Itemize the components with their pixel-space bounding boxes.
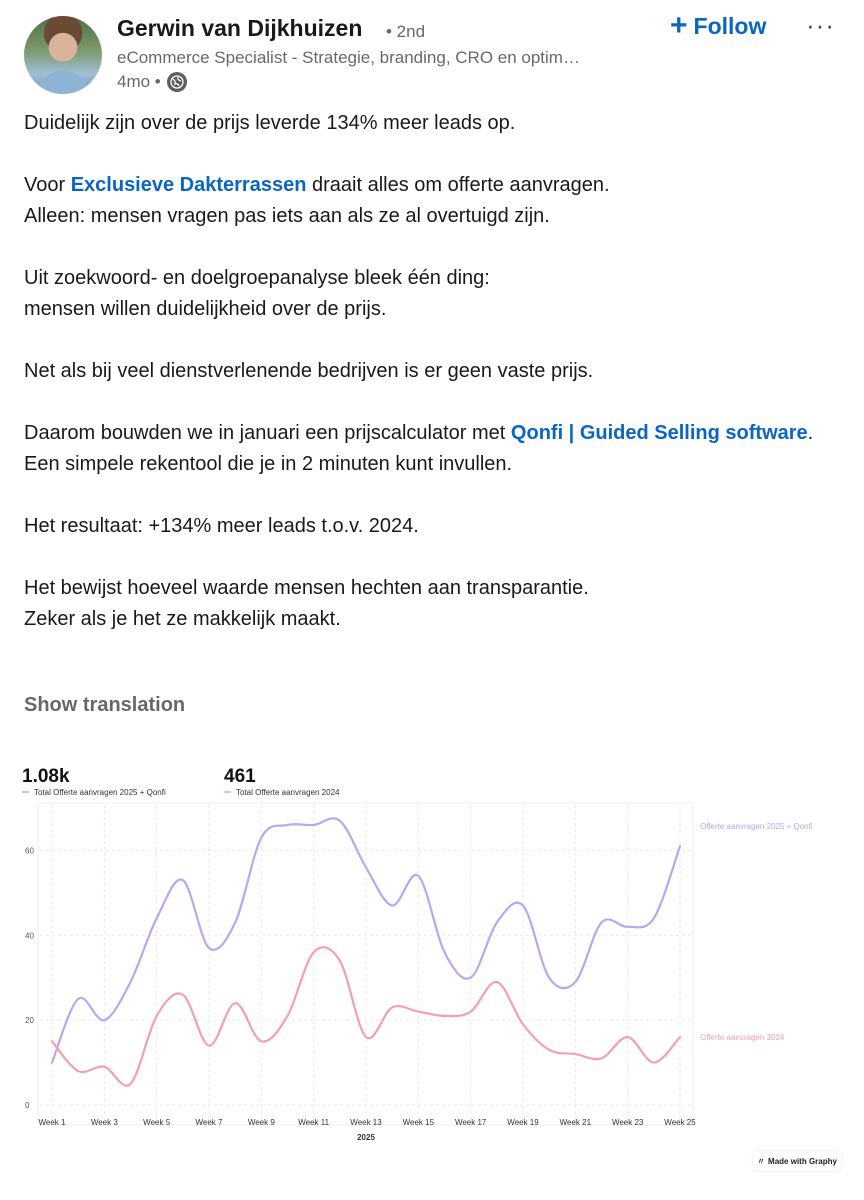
x-tick-label: Week 5 — [143, 1118, 171, 1127]
x-tick-label: Week 21 — [559, 1118, 592, 1127]
more-options-button[interactable]: ··· — [806, 10, 835, 40]
avatar-shirt — [36, 71, 90, 94]
series-end-label-2: Offerte aanvragen 2024 — [700, 1033, 785, 1043]
follow-button[interactable] — [670, 9, 767, 42]
paragraph-3 — [24, 263, 824, 325]
post-body — [24, 108, 824, 666]
post-header — [0, 0, 864, 100]
link-exclusieve-dakterrassen[interactable]: Exclusieve Dakterrassen — [70, 174, 307, 196]
paragraph-4-text: Net als bij veel dienstverlenende bedrijven is er geen vaste prijs. — [24, 360, 594, 382]
x-tick-label: Week 7 — [195, 1118, 223, 1127]
paragraph-4 — [24, 356, 824, 387]
graphy-logo-icon: 〃 — [757, 1156, 766, 1166]
x-tick-label: Week 3 — [90, 1118, 118, 1127]
follow-label: Follow — [693, 12, 767, 39]
kpi-value-2: 461 — [224, 766, 256, 787]
author-name[interactable]: Gerwin van Dijkhuizen — [117, 15, 363, 41]
paragraph-5-line2: Een simpele rekentool die je in 2 minuten kunt invullen. — [24, 453, 513, 475]
plus-icon: + — [670, 9, 688, 42]
show-translation-button[interactable]: Show translation — [24, 694, 186, 716]
y-tick-label: 40 — [25, 931, 34, 941]
made-with-label: Made with Graphy — [768, 1156, 837, 1166]
x-tick-label: Week 1 — [38, 1118, 66, 1127]
paragraph-7-line2: Zeker als je het ze makkelijk maakt. — [24, 608, 341, 630]
paragraph-6 — [24, 511, 824, 542]
x-axis-label: 2025 — [357, 1133, 375, 1142]
series-end-label-1: Offerte aanvragen 2025 + Qonfi — [700, 822, 813, 832]
x-tick-label: Week 23 — [611, 1118, 644, 1127]
paragraph-1 — [24, 108, 824, 139]
kpi-value-1: 1.08k — [22, 766, 70, 787]
x-tick-label: Week 25 — [664, 1118, 696, 1127]
chart-image[interactable] — [0, 745, 864, 1195]
x-tick-label: Week 17 — [454, 1118, 487, 1127]
paragraph-2-line2: Alleen: mensen vragen pas iets aan als ze al overtuigd zijn. — [24, 205, 550, 227]
line-chart — [0, 745, 864, 1195]
x-tick-label: Week 9 — [247, 1118, 275, 1127]
paragraph-2-pre: Voor — [24, 174, 71, 196]
paragraph-7 — [24, 573, 824, 635]
y-tick-label: 60 — [25, 846, 34, 856]
paragraph-3-line2: mensen willen duidelijkheid over de prijs. — [24, 298, 387, 320]
globe-icon — [167, 72, 187, 92]
paragraph-2 — [24, 170, 824, 232]
post-time: 4mo • — [117, 72, 161, 91]
y-tick-label: 20 — [25, 1016, 34, 1026]
paragraph-5-pre: Daarom bouwden we in januari een prijscalculator met — [24, 422, 511, 444]
kpi-label-1: Total Offerte aanvragen 2025 + Qonfi — [34, 788, 166, 797]
link-qonfi[interactable]: Qonfi | Guided Selling software — [510, 422, 808, 444]
kpi-label-2: Total Offerte aanvragen 2024 — [236, 788, 340, 797]
paragraph-5 — [24, 418, 824, 480]
connection-degree: • 2nd — [386, 22, 426, 41]
paragraph-2-post: draait alles om offerte aanvragen. — [306, 174, 610, 196]
post-meta — [117, 72, 187, 92]
x-tick-label: Week 13 — [350, 1118, 382, 1127]
author-avatar[interactable] — [24, 16, 102, 94]
x-tick-label: Week 15 — [402, 1118, 435, 1127]
paragraph-3-line1: Uit zoekwoord- en doelgroepanalyse bleek één ding: — [24, 267, 490, 289]
x-tick-label: Week 19 — [507, 1118, 539, 1127]
paragraph-7-line1: Het bewijst hoeveel waarde mensen hechten aan transparantie. — [24, 577, 589, 599]
paragraph-6-text: Het resultaat: +134% meer leads t.o.v. 2024. — [24, 515, 419, 537]
paragraph-1-text: Duidelijk zijn over de prijs leverde 134% meer leads op. — [24, 112, 516, 134]
x-tick-label: Week 11 — [298, 1118, 330, 1127]
author-headline: eCommerce Specialist - Strategie, branding, CRO en optim… — [117, 48, 580, 67]
made-with-graphy-badge[interactable] — [753, 1151, 841, 1171]
paragraph-5-post: . — [807, 422, 814, 444]
y-tick-label: 0 — [25, 1101, 30, 1110]
